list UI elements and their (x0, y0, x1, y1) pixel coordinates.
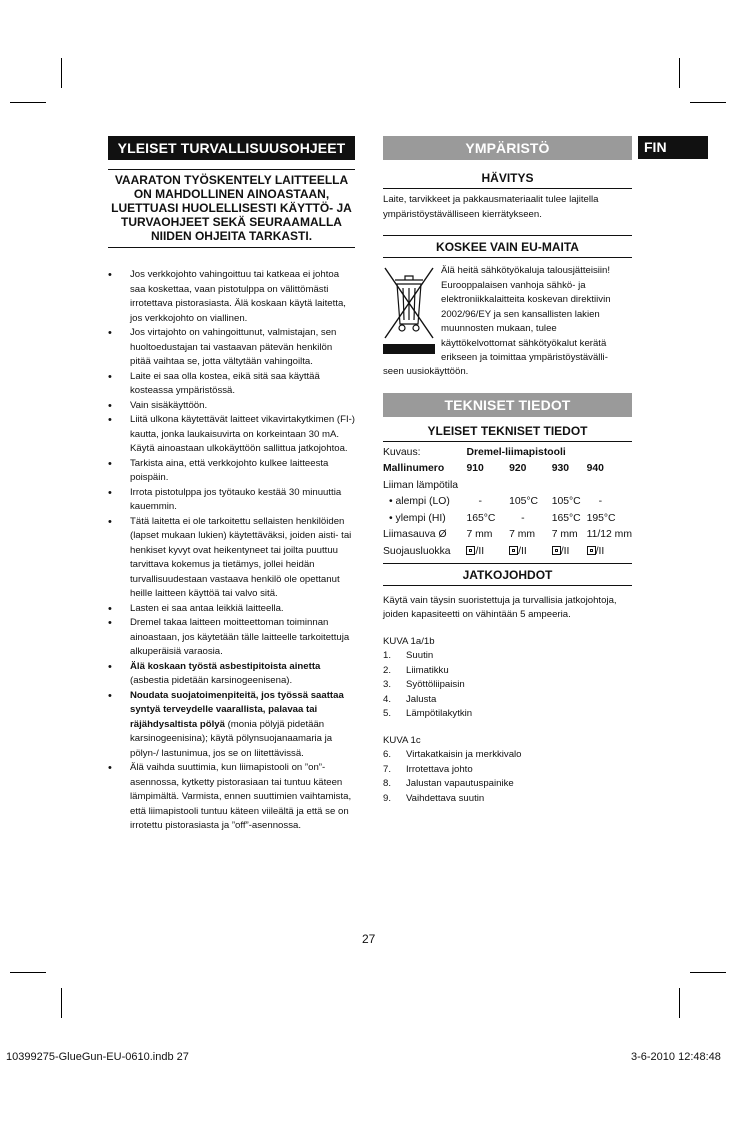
safety-bullet-item (108, 616, 355, 660)
language-tab: FIN (638, 136, 708, 159)
spec-value: 930 (551, 463, 570, 475)
spec-value: 7 mm (466, 529, 493, 541)
safety-bullet-item (108, 457, 355, 486)
safety-bullet-item (108, 268, 355, 326)
info-column (383, 136, 632, 806)
crop-mark (690, 972, 726, 973)
safety-bullet-text: (asbestia pidetään karsinogeenisena). (130, 675, 293, 686)
spec-value: 910 (466, 463, 484, 475)
figure-item-number: 5. (383, 708, 392, 719)
safety-bullet-item (108, 326, 355, 370)
extension-cord-heading: JATKOJOHDOT (383, 563, 632, 586)
environment-section-title: YMPÄRISTÖ (383, 136, 632, 160)
spec-row-description (383, 444, 632, 461)
safety-warning: VAARATON TYÖSKENTELY LAITTEELLA ON MAHDOLLINEN AINOASTAAN, LUETTUASI HUOLELLISESTI KÄYTTÖ- JA TURVAOHJEET SEKÄ SEURAAMALLA NIIDEN OHJEITA TARKASTI. (108, 169, 355, 248)
safety-bullet-text: Tarkista aina, että verkkojohto kulkee laitteesta poispäin. (130, 457, 329, 483)
figure-item-number: 6. (383, 749, 392, 760)
safety-bullet-text: Älä vaihda suuttimia, kun liimapistooli on ”on”-asennossa, kytketty pistorasiaan tai tuntuu käteen lämpimältä. Varmista, ennen suuttimien vaihtamista, että liimapistooli tuntuu käteen viileältä ja että se on irrotettu pistorasiasta ja ”off”-asennossa. (130, 762, 352, 831)
spec-label: Suojausluokka (383, 545, 451, 557)
safety-bullet-item (108, 660, 355, 689)
safety-bullet-bold: Älä koskaan työstä asbestipitoista ainetta (130, 660, 321, 672)
safety-bullet-item (108, 413, 355, 457)
footer-timestamp: 3-6-2010 12:48:48 (631, 1051, 721, 1063)
figure-1a-list (383, 649, 632, 722)
spec-value: - (521, 512, 525, 524)
safety-bullet-text: Liitä ulkona käytettävät laitteet vikavirtakytkimen (FI-) kautta, jonka laukaisuvirta on korkeintaan 30 mA. Käytä ainoastaan ulkokäyttöön sallittua jatkojohtoa. (130, 414, 356, 454)
figure-1c-title: KUVA 1c (383, 734, 421, 746)
double-insulation-icon (587, 546, 596, 555)
safety-bullet-item (108, 515, 355, 602)
eu-heading: KOSKEE VAIN EU-MAITA (383, 235, 632, 258)
safety-bullet-text: Vain sisäkäyttöön. (130, 399, 208, 411)
technical-section-title: TEKNISET TIEDOT (383, 393, 632, 417)
double-insulation-icon (466, 546, 475, 555)
figure-item-label: Lämpötilakytkin (406, 708, 473, 719)
figure-item-label: Syöttöliipaisin (406, 679, 465, 690)
disposal-text: Laite, tarvikkeet ja pakkausmateriaalit tulee lajitella ympäristöystävälliseen kierrätykseen. (383, 194, 599, 220)
spec-value: 105°C (509, 496, 539, 508)
crop-mark (10, 972, 46, 973)
figure-list-item (383, 792, 632, 807)
safety-bullet-item (108, 486, 355, 515)
spec-value: Dremel-liimapistooli (466, 446, 566, 458)
figure-list-item (383, 748, 632, 763)
crop-mark (679, 58, 680, 88)
safety-bullet-text: Jos virtajohto on vahingoittunut, valmistajan, sen huoltoedustajan tai vastaavan pätevän henkilön pitää vaihtaa se, jotta vältytään vahingoilta. (130, 327, 337, 367)
safety-section-title: YLEISET TURVALLISUUSOHJEET (108, 136, 355, 160)
figure-item-number: 3. (383, 679, 392, 690)
figure-list-item (383, 649, 632, 664)
figure-item-number: 9. (383, 792, 392, 804)
weee-text: Älä heitä sähkötyökaluja talousjätteisiin! Eurooppalaisen vanhoja sähkö- ja elektroniikkalaitteita koskevan direktiivin 2002/96/EY ja sen kansallisten lakien muunnosten mukaan, tulee käyttökelvottomat sähkötyökalut kerätä erikseen ja toimittaa ympäristöystävälli- (441, 265, 611, 363)
figure-item-number: 1. (383, 650, 392, 661)
safety-bullet-item (108, 761, 355, 834)
crop-mark (690, 102, 726, 103)
spec-value: /II (560, 545, 570, 557)
spec-row-model (383, 461, 632, 478)
crop-mark (61, 58, 62, 88)
disposal-heading: HÄVITYS (383, 171, 632, 189)
spec-value: 920 (509, 463, 527, 475)
safety-bullet-text: Tätä laitetta ei ole tarkoitettu sellaisten henkilöiden (lapset mukaan lukien) käytettäväksi, joiden aisti- tai henkiset kyvyt ovat heikentyneet tai joilta puuttuu tarvittava kokemus ja tietämys, jollei heidän turvallisuudestaan vastaava henkilö ole opettanut heille laitteen käyttöä tai valvo sitä. (130, 515, 352, 599)
spec-label: Mallinumero (383, 463, 445, 475)
figure-item-label: Irrotettava johto (406, 763, 473, 775)
safety-bullet-item (108, 399, 355, 414)
crossed-out-wheelie-bin-icon (383, 266, 435, 354)
figure-item-label: Jalustan vapautuspainike (406, 778, 514, 789)
figure-item-label: Liimatikku (406, 664, 449, 676)
extension-cord-text: Käytä vain täysin suoristettuja ja turvallisia jatkojohtoja, joiden kapasiteetti on vähintään 5 ampeeria. (383, 594, 617, 620)
figure-list-item (383, 707, 632, 722)
figure-item-label: Jalusta (406, 693, 437, 705)
spec-value: - (598, 496, 603, 508)
spec-row-high (383, 510, 632, 527)
spec-row-temperature (383, 477, 632, 494)
spec-row-glue-stick (383, 527, 632, 544)
figure-1c-list (383, 748, 632, 806)
safety-bullet-item (108, 370, 355, 399)
general-specs-heading: YLEISET TEKNISET TIEDOT (383, 424, 632, 442)
double-insulation-icon (552, 546, 561, 555)
figure-item-number: 7. (383, 763, 392, 775)
spec-value: 105°C (551, 496, 581, 508)
spec-value: 7 mm (551, 529, 578, 541)
safety-bullet-text: Lasten ei saa antaa leikkiä laitteella. (130, 602, 284, 614)
spec-label: Kuvaus: (383, 446, 421, 458)
safety-column (108, 136, 355, 834)
safety-bullet-text: Jos verkkojohto vahingoittuu tai katkeaa ei johtoa saa koskettaa, vaan pistotulppa on välittömästi irrotettava pistorasiasta. Älä koskaan käytä laitetta, jos verkkojohto on viallinen. (130, 269, 346, 324)
figure-list-item (383, 693, 632, 708)
figure-item-number: 2. (383, 664, 392, 676)
figure-list-item (383, 777, 632, 792)
footer-file-name: 10399275-GlueGun-EU-0610.indb 27 (6, 1051, 189, 1063)
spec-value: 11/12 mm (586, 529, 632, 541)
spec-row-low (383, 494, 632, 511)
double-insulation-icon (509, 546, 518, 555)
figure-item-number: 4. (383, 693, 392, 705)
spec-label: • alempi (LO) (389, 496, 450, 508)
spec-value: 7 mm (509, 529, 536, 541)
spec-value: 195°C (586, 512, 616, 524)
weee-block (383, 264, 632, 380)
safety-bullet-item (108, 602, 355, 617)
figure-list-item (383, 678, 632, 693)
spec-label: Liimasauva Ø (383, 529, 447, 541)
figure-item-label: Suutin (406, 650, 434, 661)
spec-value: 165°C (466, 512, 496, 524)
crop-mark (10, 102, 46, 103)
page-number: 27 (362, 932, 376, 946)
safety-bullet-text: Irrota pistotulppa jos työtauko kestää 30 minuuttia kauemmin. (130, 486, 342, 512)
safety-bullet-text: Dremel takaa laitteen moitteettoman toiminnan ainoastaan, jos käytetään tälle laitteelle tarkoitettuja alkuperäisiä varaosia. (130, 617, 350, 657)
figure-item-label: Virtakatkaisin ja merkkivalo (406, 749, 522, 760)
spec-table (383, 444, 632, 560)
spec-label: • ylempi (HI) (389, 512, 446, 524)
safety-bullet-bold: Noudata suojatoimenpiteitä, jos työssä saattaa syntyä terveydelle vaarallista, palavaa tai räjähdysaltista pölyä (130, 689, 344, 730)
figure-list-item (383, 763, 632, 778)
spec-row-protection-class (383, 543, 632, 560)
figure-item-label: Vaihdettava suutin (406, 792, 485, 804)
crop-mark (61, 988, 62, 1018)
safety-bullet-text: (monia pölyjä pidetään karsinogeenisina); käytä pölynsuojanaamaria ja pölyn-/ lastunimua, jos se on liitettävissä. (130, 718, 333, 759)
spec-value: 940 (586, 463, 604, 475)
spec-value: /II (518, 545, 527, 557)
crop-mark (679, 988, 680, 1018)
figure-1a-title: KUVA 1a/1b (383, 635, 435, 647)
spec-value: 165°C (551, 512, 581, 524)
spec-label: Liiman lämpötila (383, 479, 459, 491)
safety-bullet-text: Laite ei saa olla kostea, eikä sitä saa käyttää kosteassa ympäristössä. (130, 370, 320, 396)
weee-text-continued: seen uusiokäyttöön. (383, 366, 469, 377)
figure-list-item (383, 664, 632, 679)
spec-value: - (478, 496, 482, 508)
spec-value: /II (475, 545, 485, 557)
figure-item-number: 8. (383, 778, 392, 789)
safety-bullet-item (108, 689, 355, 762)
safety-bullet-list (108, 268, 355, 834)
spec-value: /II (595, 545, 605, 557)
